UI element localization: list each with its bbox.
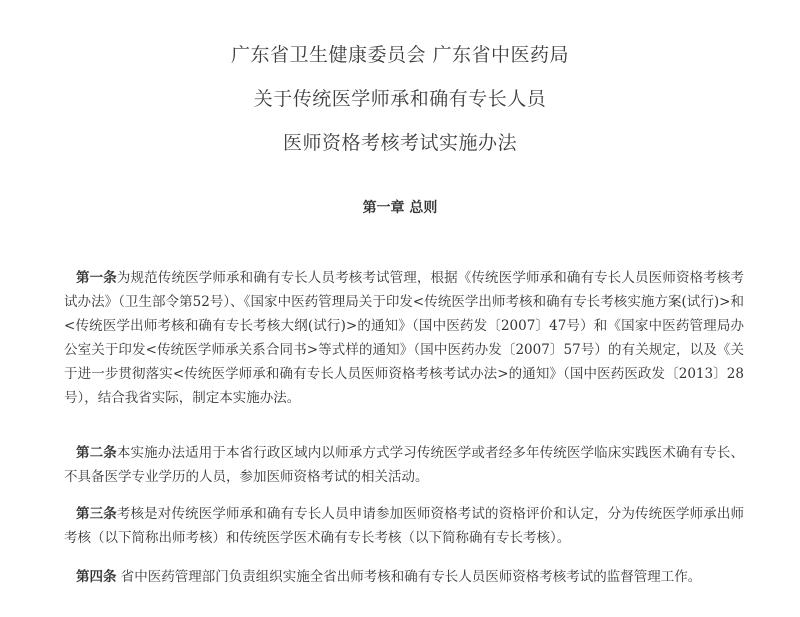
article-4 — [64, 565, 744, 589]
article-text: 省中医药管理部门负责组织实施全省出师考核和确有专长人员医师资格考核考试的监督管理工作。 — [116, 569, 702, 585]
article-2 — [64, 441, 744, 489]
article-label: 第一条 — [76, 270, 117, 286]
article-label: 第四条 — [76, 569, 117, 585]
article-1 — [64, 266, 744, 410]
chapter-heading: 第一章 总则 — [362, 200, 438, 216]
document-title-line-2: 医师资格考核考试实施办法 — [282, 132, 517, 154]
article-text: 考核是对传统医学师承和确有专长人员申请参加医师资格考试的资格评价和认定，分为传统医学师承出师考核（以下简称出师考核）和传统医学医术确有专长考核（以下简称确有专长考核）。 — [64, 506, 744, 546]
article-label: 第二条 — [76, 445, 117, 461]
article-text: 为规范传统医学师承和确有专长人员考核考试管理，根据《传统医学师承和确有专长人员医师资格考核考试办法》（卫生部令第52号）、《国家中医药管理局关于印发<传统医学出师考核和确有专长考核实施方案(试行)>和<传统医学出师考核和确有专长考核大纲(试行)>的通知》（国中医药发〔2007〕47号）和《国家中医药管理局办公室关于印发<传统医学师承关系合同书>等式样的通知》（国中医药办发〔2007〕57号）的有关规定，以及《关于进一步贯彻落实<传统医学师承和确有专长人员医师资格考核考试办法>的通知》（国中医药医政发〔2013〕28号），结合我省实际，制定本实施办法。 — [64, 270, 744, 406]
document-title-line-1: 关于传统医学师承和确有专长人员 — [253, 88, 547, 110]
article-label: 第三条 — [76, 506, 117, 522]
article-text: 本实施办法适用于本省行政区域内以师承方式学习传统医学或者经多年传统医学临床实践医术确有专长、不具备医学专业学历的人员，参加医师资格考试的相关活动。 — [64, 445, 744, 485]
issuer-title: 广东省卫生健康委员会 广东省中医药局 — [230, 44, 570, 66]
article-3 — [64, 502, 744, 550]
